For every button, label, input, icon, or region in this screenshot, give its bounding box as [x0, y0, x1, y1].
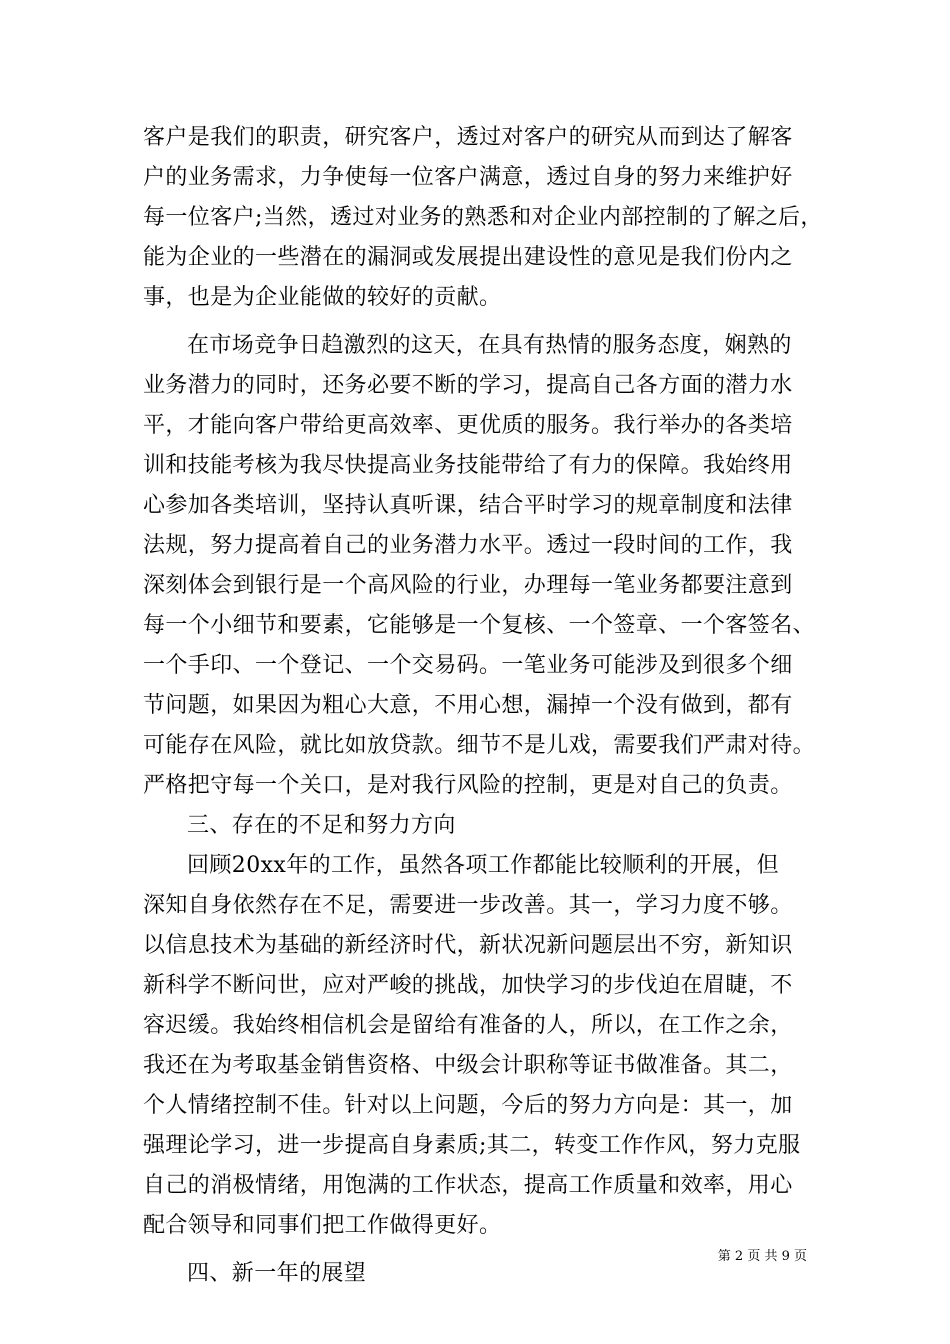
- text-line: 业务潜力的同时，还务必要不断的学习，提高自己各方面的潜力水: [143, 373, 793, 398]
- body-text: [143, 118, 823, 1294]
- text-line: 一个手印、一个登记、一个交易码。一笔业务可能涉及到很多个细: [143, 653, 793, 678]
- text-line: 深刻体会到银行是一个高风险的行业，办理每一笔业务都要注意到: [143, 573, 793, 598]
- text-line: 平，才能向客户带给更高效率、更优质的服务。我行举办的各类培: [143, 413, 793, 438]
- text-line: 每一个小细节和要素，它能够是一个复核、一个签章、一个客签名、: [143, 613, 816, 638]
- text-line: 配合领导和同事们把工作做得更好。: [143, 1213, 502, 1238]
- text-line: 户的业务需求，力争使每一位客户满意，透过自身的努力来维护好: [143, 165, 793, 190]
- text-line: 法规，努力提高着自己的业务潜力水平。透过一段时间的工作，我: [143, 533, 793, 558]
- text-line: 能为企业的一些潜在的漏洞或发展提出建设性的意见是我们份内之: [143, 245, 793, 270]
- text-line: 以信息技术为基础的新经济时代，新状况新问题层出不穷，新知识: [143, 933, 793, 958]
- text-line: 个人情绪控制不佳。针对以上问题，今后的努力方向是：其一，加: [143, 1093, 793, 1118]
- text-line: 容迟缓。我始终相信机会是留给有准备的人，所以，在工作之余，: [143, 1013, 793, 1038]
- text-line: 节问题，如果因为粗心大意，不用心想，漏掉一个没有做到，都有: [143, 693, 793, 718]
- text-line: 每一位客户;当然，透过对业务的熟悉和对企业内部控制的了解之后，: [143, 205, 823, 230]
- text-line: 自己的消极情绪，用饱满的工作状态，提高工作质量和效率，用心: [143, 1173, 793, 1198]
- text-line: 在市场竞争日趋激烈的这天，在具有热情的服务态度，娴熟的: [187, 333, 792, 358]
- text-line: 四、新一年的展望: [187, 1261, 367, 1286]
- text-line: 回顾20xx年的工作，虽然各项工作都能比较顺利的开展，但: [187, 853, 780, 878]
- text-line: 深知自身依然存在不足，需要进一步改善。其一，学习力度不够。: [143, 893, 793, 918]
- text-line: 新科学不断问世，应对严峻的挑战，加快学习的步伐迫在眉睫，不: [143, 973, 793, 998]
- text-line: 三、存在的不足和努力方向: [187, 813, 456, 838]
- page-number: 第 2 页 共 9 页: [717, 1249, 807, 1264]
- text-line: 可能存在风险，就比如放贷款。细节不是儿戏，需要我们严肃对待。: [143, 733, 816, 758]
- text-line: 我还在为考取基金销售资格、中级会计职称等证书做准备。其二，: [143, 1053, 793, 1078]
- text-line: 客户是我们的职责，研究客户，透过对客户的研究从而到达了解客: [143, 125, 793, 150]
- text-line: 强理论学习，进一步提高自身素质;其二，转变工作作风，努力克服: [143, 1133, 801, 1158]
- text-line: 事，也是为企业能做的较好的贡献。: [143, 285, 502, 310]
- text-line: 训和技能考核为我尽快提高业务技能带给了有力的保障。我始终用: [143, 453, 793, 478]
- text-line: 心参加各类培训，坚持认真听课，结合平时学习的规章制度和法律: [143, 493, 793, 518]
- text-line: 严格把守每一个关口，是对我行风险的控制，更是对自己的负责。: [143, 773, 793, 798]
